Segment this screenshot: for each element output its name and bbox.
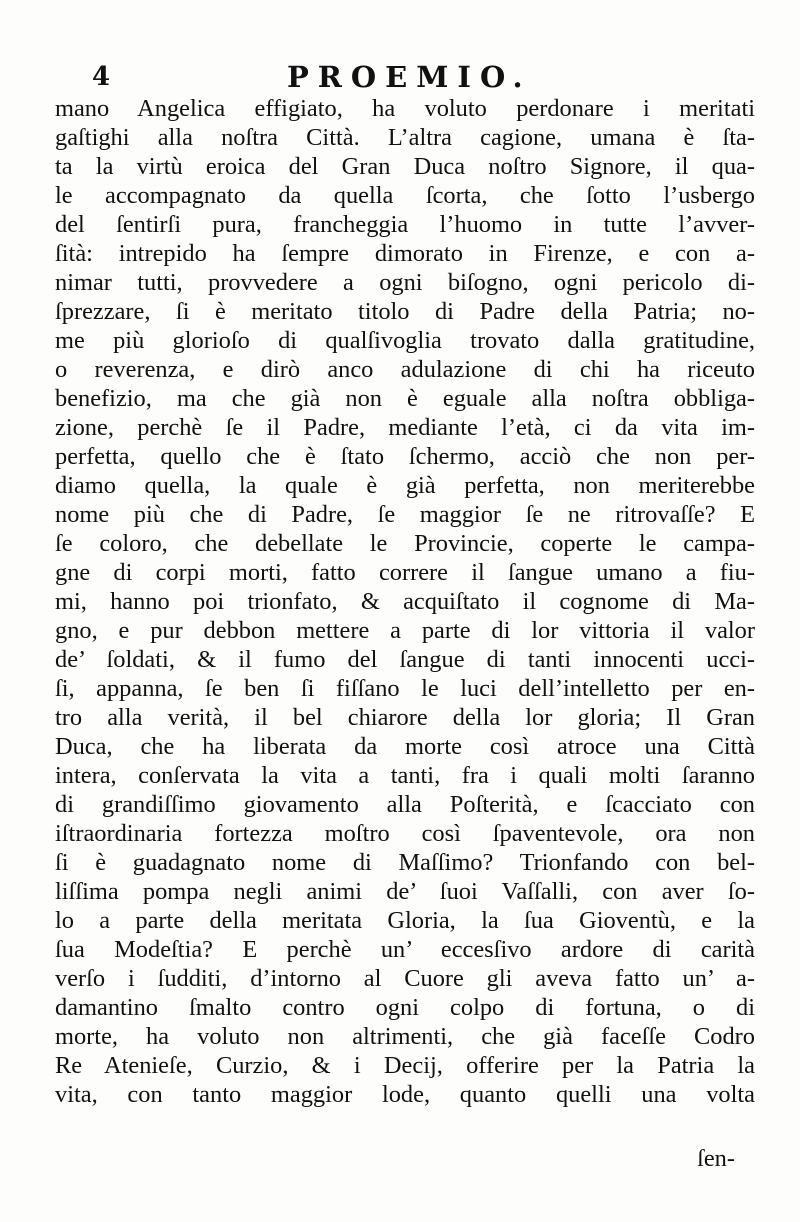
text-line: ſe coloro, che debellate le Provincie, coperte le campa- (55, 530, 755, 557)
running-head: PROEMIO. (287, 60, 532, 94)
page-header (92, 62, 732, 96)
text-line: Re Atenieſe, Curzio, & i Decij, offerire per la Patria la (55, 1052, 755, 1079)
text-line: ta la virtù eroica del Gran Duca noſtro Signore, il qua- (55, 153, 755, 180)
text-line: damantino ſmalto contro ogni colpo di fortuna, o di (55, 994, 755, 1021)
text-line: ſi è guadagnato nome di Maſſimo? Trionfando con bel- (55, 849, 755, 876)
text-line: ſua Modeſtia? E perchè un’ eccesſivo ardore di carità (55, 936, 755, 963)
catchword: ſen- (697, 1145, 735, 1172)
text-line: vita, con tanto maggior lode, quanto quelli una volta (55, 1081, 755, 1108)
text-line: di grandiſſimo giovamento alla Poſterità, e ſcacciato con (55, 791, 755, 818)
text-line: zione, perchè ſe il Padre, mediante l’età, ci da vita im- (55, 414, 755, 441)
text-line: ſità: intrepido ha ſempre dimorato in Firenze, e con a- (55, 240, 755, 267)
text-line: mi, hanno poi trionfato, & acquiſtato il cognome di Ma- (55, 588, 755, 615)
text-line: iſtraordinaria fortezza moſtro così ſpaventevole, ora non (55, 820, 755, 847)
text-line: o reverenza, e dirò anco adulazione di chi ha riceuto (55, 356, 755, 383)
text-line: Duca, che ha liberata da morte così atroce una Città (55, 733, 755, 760)
text-line: liſſima pompa negli animi de’ ſuoi Vaſſalli, con aver ſo- (55, 878, 755, 905)
text-line: mano Angelica effigiato, ha voluto perdonare i meritati (55, 95, 755, 122)
text-line: nome più che di Padre, ſe maggior ſe ne ritrovaſſe? E (55, 501, 755, 528)
catchword-row (55, 1144, 755, 1173)
text-line: le accompagnato da quella ſcorta, che ſotto l’usbergo (55, 182, 755, 209)
text-line: ſprezzare, ſi è meritato titolo di Padre della Patria; no- (55, 298, 755, 325)
text-line: gne di corpi morti, fatto correre il ſangue umano a fiu- (55, 559, 755, 586)
text-line: lo a parte della meritata Gloria, la ſua Gioventù, e la (55, 907, 755, 934)
text-line: de’ ſoldati, & il fumo del ſangue di tanti innocenti ucci- (55, 646, 755, 673)
text-line: me più glorioſo di qualſivoglia trovato dalla gratitudine, (55, 327, 755, 354)
text-line: verſo i ſudditi, d’intorno al Cuore gli aveva fatto un’ a- (55, 965, 755, 992)
text-line: gno, e pur debbon mettere a parte di lor vittoria il valor (55, 617, 755, 644)
text-line: morte, ha voluto non altrimenti, che già faceſſe Codro (55, 1023, 755, 1050)
page-number: 4 (92, 62, 111, 92)
text-line: nimar tutti, provvedere a ogni biſogno, ogni pericolo di- (55, 269, 755, 296)
text-line: del ſentirſi pura, francheggia l’huomo in tutte l’avver- (55, 211, 755, 238)
text-line: intera, conſervata la vita a tanti, fra i quali molti ſaranno (55, 762, 755, 789)
text-line: perfetta, quello che è ſtato ſchermo, acciò che non per- (55, 443, 755, 470)
text-line: ſi, appanna, ſe ben ſi fiſſano le luci dell’intelletto per en- (55, 675, 755, 702)
text-line: diamo quella, la quale è già perfetta, non meriterebbe (55, 472, 755, 499)
body-text (55, 94, 755, 1109)
text-line: tro alla verità, il bel chiarore della lor gloria; Il Gran (55, 704, 755, 731)
text-line: gaſtighi alla noſtra Città. L’altra cagione, umana è ſta- (55, 124, 755, 151)
text-line: benefizio, ma che già non è eguale alla noſtra obbliga- (55, 385, 755, 412)
